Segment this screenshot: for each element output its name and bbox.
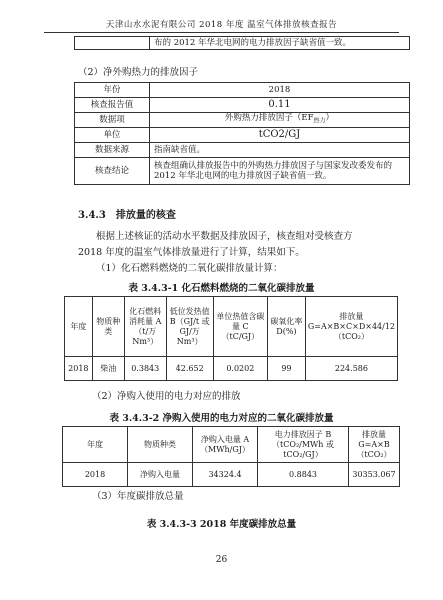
header-year: 年度 <box>65 297 93 357</box>
header-oxidation-rate: 碳氧化率 D(%) <box>267 297 305 357</box>
page-number: 26 <box>215 555 228 565</box>
cell-consumption: 0.3843 <box>124 357 166 381</box>
cell-power-factor: 0.8843 <box>258 463 349 487</box>
header-power-factor: 电力排放因子 B（tCO₂/MWh 或 tCO₂/GJ） <box>258 427 349 463</box>
cell-material: 柴油 <box>92 357 124 381</box>
electricity-emission-table <box>62 426 400 487</box>
row-value-conclusion: 核查组确认排放报告中的外购热力排放因子与国家发改委发布的 2012 年华北电网的电力排放因子缺省值一致。 <box>150 158 410 185</box>
cell-calorific-value: 42.652 <box>166 357 213 381</box>
row-label-source: 数据来源 <box>75 143 150 158</box>
row-label-data-item: 数据项 <box>75 113 150 128</box>
heat-factor-table-top <box>74 36 410 50</box>
header-emission: 排放量 G=A×B（tCO₂） <box>349 427 400 463</box>
header-calorific-value: 低位发热值 B（GJ/t 或 GJ/万 Nm³） <box>166 297 213 357</box>
header-consumption: 化石燃料消耗量 A（t/万 Nm³） <box>124 297 166 357</box>
section-3-4-3-heading: 3.4.3 排放量的核查 <box>78 210 176 221</box>
cell-emission: 30353.067 <box>349 463 400 487</box>
row-value-source: 指南缺省值。 <box>150 143 410 158</box>
row-value-reported-value: 0.11 <box>150 98 410 113</box>
row-value-unit: tCO2/GJ <box>150 128 410 143</box>
header-emission: 排放量 G=A×B×C×D×44/12（tCO₂） <box>305 297 397 357</box>
table-3-4-3-2-caption: 表 3.4.3-2 净购入使用的电力对应的二氧化碳排放量 <box>109 413 334 424</box>
row-label-unit: 单位 <box>75 128 150 143</box>
row-label-reported-value: 核查报告值 <box>75 98 150 113</box>
header-year: 年度 <box>63 427 128 463</box>
page-header: 天津山水水泥有限公司 2018 年度 温室气体排放核查报告 <box>44 18 399 33</box>
cell-emission: 224.586 <box>305 357 397 381</box>
continued-conclusion-cell: 布的 2012 年华北电网的电力排放因子缺省值一致。 <box>150 37 410 50</box>
header-material: 物质种类 <box>92 297 124 357</box>
row-label-conclusion: 核查结论 <box>75 158 150 185</box>
cell-year: 2018 <box>65 357 93 381</box>
fossil-fuel-emission-table <box>64 296 398 381</box>
header-purchased-power: 净购入电量 A（MWh/GJ） <box>193 427 258 463</box>
item-1-fossil-fuel: （1）化石燃料燃烧的二氧化碳排放量计算： <box>96 263 283 274</box>
item-3-total-emission: （3）年度碳排放总量 <box>92 491 184 502</box>
paragraph-line-1: 根据上述核证的活动水平数据及排放因子，核查组对受核查方 <box>96 231 353 242</box>
data-item-text: 外购热力排放因子（EF <box>224 113 314 124</box>
data-item-suffix: ） <box>325 113 335 124</box>
row-label-year: 年份 <box>75 83 150 98</box>
table-3-4-3-3-caption: 表 3.4.3-3 2018 年度碳排放总量 <box>146 519 297 530</box>
row-value-year: 2018 <box>150 83 410 98</box>
cell-carbon-content: 0.0202 <box>213 357 267 381</box>
row-value-data-item <box>150 113 410 128</box>
data-item-subscript: 热力 <box>313 117 326 125</box>
section-heat-factor-title: （2）净外购热力的排放因子 <box>78 67 199 78</box>
cell-purchased-power: 34324.4 <box>193 463 258 487</box>
table-3-4-3-1-caption: 表 3.4.3-1 化石燃料燃烧的二氧化碳排放量 <box>128 283 315 294</box>
cell-year: 2018 <box>63 463 128 487</box>
heat-factor-table <box>74 82 410 185</box>
header-carbon-content: 单位热值含碳量 C（tC/GJ） <box>213 297 267 357</box>
cell-material: 净购入电量 <box>128 463 193 487</box>
header-material: 物质种类 <box>128 427 193 463</box>
item-2-electricity: （2）净购入使用的电力对应的排放 <box>92 391 241 402</box>
paragraph-line-2: 2018 年度的温室气体排放量进行了计算，结果如下。 <box>78 247 305 258</box>
cell-oxidation-rate: 99 <box>267 357 305 381</box>
empty-cell <box>75 37 150 50</box>
